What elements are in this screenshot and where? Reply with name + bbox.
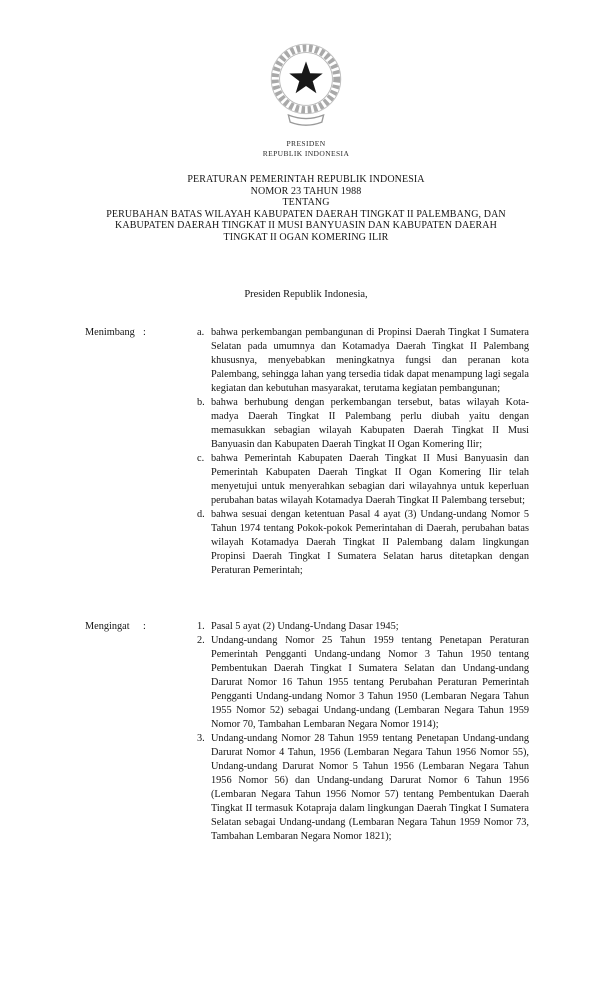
item-text: bahwa sesuai dengan ketentuan Pasal 4 ayat (3) Undang-undang Nomor 5 Tahun 1974 tentang Pokok-pokok Pemerintahan di Daerah, perubahan batas wilayah Kotamadya Daerah Tingkat II Palembang dalam lingkungan Propinsi Daerah Tingkat I Sumatera Selatan harus ditetapkan dengan Peraturan Pemerintah;	[211, 509, 529, 576]
section-label: Mengingat	[85, 621, 130, 632]
title-line-6: TINGKAT II OGAN KOMERING ILIR	[223, 231, 389, 243]
section-items	[197, 620, 529, 844]
title-line-3: TENTANG	[282, 197, 330, 208]
section-label: Menimbang	[85, 327, 135, 338]
list-item	[197, 452, 529, 508]
title-line-4: PERUBAHAN BATAS WILAYAH KABUPATEN DAERAH TINGKAT II PALEMBANG, DAN	[106, 208, 506, 220]
item-marker: a.	[197, 327, 205, 338]
item-marker: 3.	[197, 733, 205, 744]
list-item	[197, 326, 529, 396]
item-marker: 2.	[197, 635, 205, 646]
document-title	[70, 174, 542, 243]
title-line-2: NOMOR 23 TAHUN 1988	[250, 185, 362, 197]
section-menimbang	[85, 326, 529, 578]
section-mengingat	[85, 620, 529, 844]
title-line-1: PERATURAN PEMERINTAH REPUBLIK INDONESIA	[187, 174, 425, 185]
list-item	[197, 396, 529, 452]
list-item	[197, 508, 529, 578]
presidential-seal-icon	[262, 40, 350, 132]
item-text: bahwa berhubung dengan perkembangan tersebut, batas wilayah Kota- madya Daerah Tingkat II Palembang perlu diubah yaitu dengan memasukkan sebagian wilayah Kabupaten Daerah Tingkat II Musi Banyuasin dan Kabupaten Daerah Tingkat II Ogan Komering Ilir;	[211, 397, 529, 450]
agency-header	[0, 139, 612, 158]
list-item	[197, 634, 529, 732]
title-line-5: KABUPATEN DAERAH TINGKAT II MUSI BANYUASIN DAN KABUPATEN DAERAH	[115, 220, 497, 231]
item-marker: d.	[197, 509, 205, 520]
salutation: Presiden Republik Indonesia,	[244, 289, 368, 300]
section-colon: :	[143, 327, 146, 338]
item-text: Undang-undang Nomor 25 Tahun 1959 tentang Penetapan Peraturan Pemerintah Pengganti Undang-undang Nomor 3 Tahun 1950 tentang Pembentukan Daerah Tingkat I Sumatera Selatan dan Undang-undang Darurat Nomor 16 Tahun 1955 tentang Perubahan Peraturan Pemerintah Pengganti Undang-undang Nomor 3 Tahun 1950 (Lembaran Negara Tahun 1955 Nomor 52) sebagai Undang-undang (Lembaran Negara Tahun 1959 Nomor 70, Tambahan Lembaran Negara Nomor 1914);	[211, 635, 529, 730]
section-colon: :	[143, 621, 146, 632]
emblem-container	[0, 40, 612, 137]
list-item	[197, 732, 529, 844]
item-text: bahwa Pemerintah Kabupaten Daerah Tingkat II Musi Banyuasin dan Pemerintah Kabupaten Daerah Tingkat II Ogan Komering Ilir telah menyetujui untuk menyerahkan sebagian dari wilayahnya untuk keperluan perubahan batas wilayah Kotamadya Daerah Tingkat II Palembang tersebut;	[211, 453, 529, 506]
item-marker: b.	[197, 397, 205, 408]
item-text: Pasal 5 ayat (2) Undang-Undang Dasar 1945;	[211, 621, 399, 632]
item-text: bahwa perkembangan pembangunan di Propinsi Daerah Tingkat I Sumatera Selatan pada umumnya dan Kotamadya Daerah Tingkat II Palembang khususnya, menyebabkan meningkatnya fungsi dan peranan kota Palembang, sehingga lahan yang tersedia tidak dapat menampung lagi segala kegiatan dan kebutuhan masyarakat, terutama kegiatan pembangunan;	[211, 327, 529, 394]
document-body	[85, 326, 529, 844]
list-item	[197, 620, 529, 634]
agency-line-republik-indonesia: REPUBLIK INDONESIA	[262, 148, 350, 158]
item-text: Undang-undang Nomor 28 Tahun 1959 tentang Penetapan Undang-undang Darurat Nomor 4 Tahun, 1956 (Lembaran Negara Tahun 1956 Nomor 55), Undang-undang Darurat Nomor 5 Tahun 1956 (Lembaran Negara Tahun 1956 Nomor 56) dan Undang-undang Darurat Nomor 6 Tahun 1956 (Lembaran Negara Tahun 1956 Nomor 57) tentang Pembentukan Daerah Tingkat II termasuk Kotapraja dalam lingkungan Daerah Tingkat I Sumatera Selatan sebagai Undang-undang (Lembaran Negara Tahun 1959 Nomor 73, Tambahan Lembaran Negara Nomor 1821);	[211, 733, 529, 842]
item-marker: 1.	[197, 621, 205, 632]
agency-line-presiden: PRESIDEN	[286, 139, 326, 148]
section-items	[197, 326, 529, 578]
item-marker: c.	[197, 453, 205, 464]
